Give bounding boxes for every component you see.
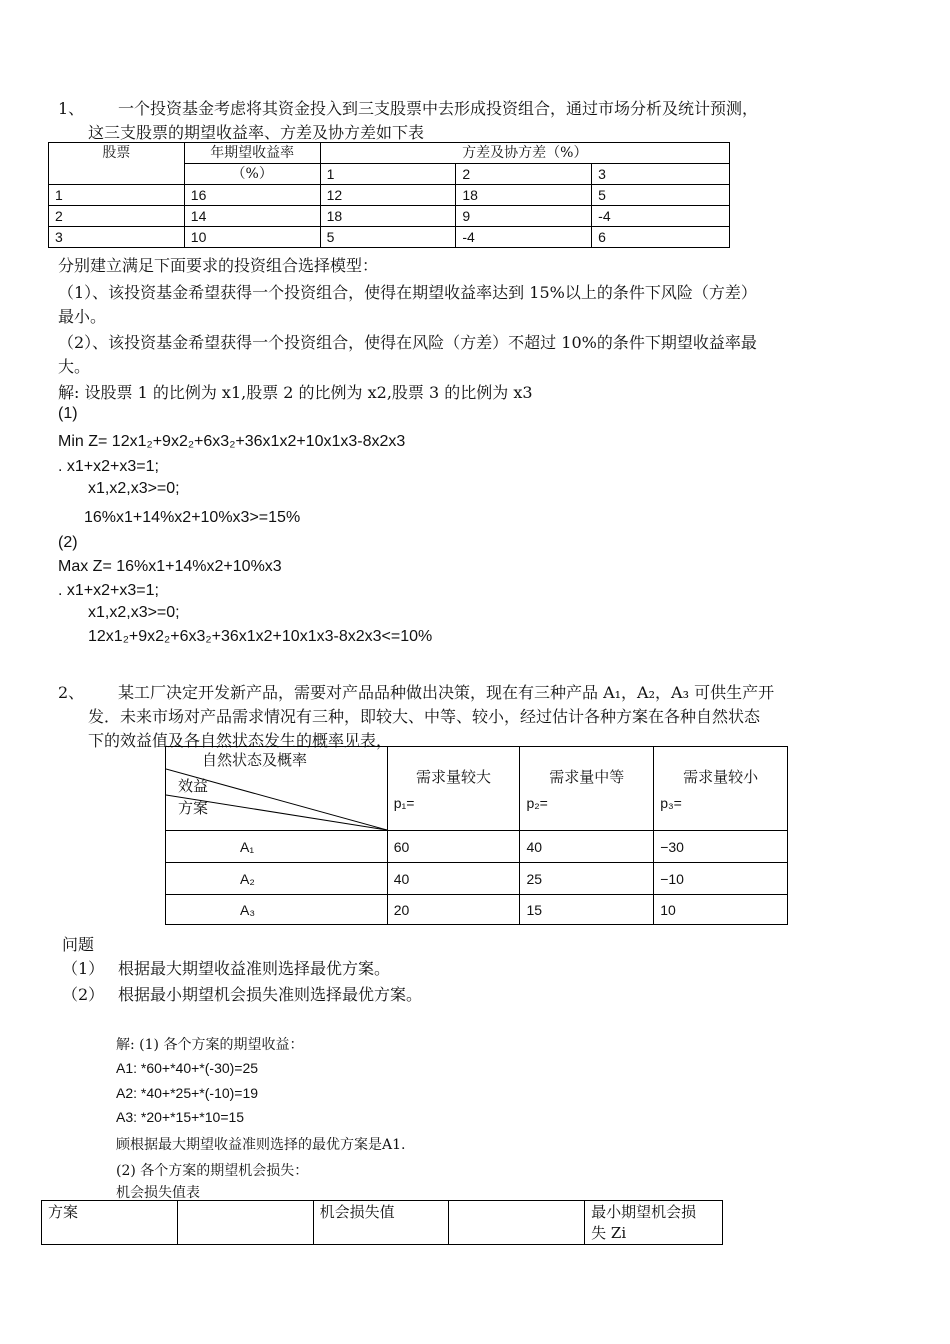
column-header xyxy=(387,747,520,831)
min-loss-header-line1: 最小期望机会损 xyxy=(591,1203,697,1221)
table-row xyxy=(166,863,788,895)
q1-number: 1、 xyxy=(58,99,85,118)
q1-requirement-1b: 最小。 xyxy=(58,307,107,326)
plan-label: A₁ xyxy=(166,831,388,863)
question-2-text: 根据最小期望机会损失准则选择最优方案。 xyxy=(118,985,423,1004)
table-cell: 1 xyxy=(49,185,185,206)
question-2-number: （2） xyxy=(62,985,105,1004)
questions-title: 问题 xyxy=(62,935,95,954)
q1-intro: 分别建立满足下面要求的投资组合选择模型： xyxy=(58,256,379,275)
part1-constraint-2: x1,x2,x3>=0; xyxy=(88,480,180,497)
solution-line-2: A1: *60+*40+*(-30)=25 xyxy=(116,1060,259,1076)
empty-cell xyxy=(177,1201,313,1245)
table-cell: -4 xyxy=(456,227,592,248)
column-title: 需求量较小 xyxy=(683,768,759,786)
variance-sub-3: 3 xyxy=(592,164,730,185)
table-row xyxy=(49,185,730,206)
q1-requirement-2a: （2）、该投资基金希望获得一个投资组合，使得在风险（方差）不超过 10%的条件下期望收益率最 xyxy=(58,333,757,352)
stock-header: 股票 xyxy=(49,143,185,185)
min-loss-header xyxy=(585,1201,723,1245)
table-cell: 6 xyxy=(592,227,730,248)
return-header-line1: 年期望收益率 xyxy=(184,143,320,164)
q2-line1: 某工厂决定开发新产品，需要对产品品种做出决策，现在有三种产品 A₁，A₂，A₃ 可供生产开 xyxy=(118,683,775,702)
table-row xyxy=(166,895,788,925)
table-cell: 18 xyxy=(456,185,592,206)
opportunity-loss-table xyxy=(41,1200,723,1245)
diagonal-header-cell xyxy=(166,747,388,831)
part1-label: (1) xyxy=(58,405,78,422)
part2-constraint-1: . x1+x2+x3=1; xyxy=(58,582,159,599)
payoff-table xyxy=(165,746,788,925)
plan-label: A₃ xyxy=(166,895,388,925)
part2-label: (2) xyxy=(58,534,78,551)
solution-line-3: A2: *40+*25+*(-10)=19 xyxy=(116,1085,259,1101)
table-cell: 5 xyxy=(592,185,730,206)
loss-value-header: 机会损失值 xyxy=(313,1201,449,1245)
q1-line1: 一个投资基金考虑将其资金投入到三支股票中去形成投资组合，通过市场分析及统计预测， xyxy=(118,99,759,118)
variance-sub-2: 2 xyxy=(456,164,592,185)
table-cell: 3 xyxy=(49,227,185,248)
probability-label: p₂= xyxy=(526,795,548,811)
empty-cell xyxy=(449,1201,585,1245)
table-row xyxy=(166,831,788,863)
table-cell: 40 xyxy=(387,863,520,895)
table-cell: 2 xyxy=(49,206,185,227)
table-cell: 16 xyxy=(184,185,320,206)
column-header xyxy=(654,747,788,831)
probability-label: p₁= xyxy=(393,795,415,811)
table-cell: 14 xyxy=(184,206,320,227)
min-loss-header-line2: 失 Zi xyxy=(591,1224,627,1242)
column-title: 需求量中等 xyxy=(549,768,625,786)
plan-header: 方案 xyxy=(42,1201,178,1245)
table-cell: 5 xyxy=(320,227,456,248)
part1-constraint-3: 16%x1+14%x2+10%x3>=15% xyxy=(84,509,301,526)
table-row xyxy=(49,227,730,248)
q2-line2: 发．未来市场对产品需求情况有三种，即较大、中等、较小，经过估计各种方案在各种自然状态 xyxy=(88,707,761,726)
solution-line-6: (2) 各个方案的期望机会损失： xyxy=(116,1163,309,1179)
column-title: 需求量较大 xyxy=(416,768,492,786)
table-cell: 25 xyxy=(520,863,654,895)
return-header-line2: （%） xyxy=(184,164,320,185)
part1-objective: Min Z= 12x1₂+9x2₂+6x3₂+36x1x2+10x1x3-8x2x3 xyxy=(58,433,406,450)
solution-line-4: A3: *20+*15+*10=15 xyxy=(116,1109,245,1125)
q1-line2: 这三支股票的期望收益率、方差及协方差如下表 xyxy=(88,123,425,142)
diagonal-bottom-label: 方案 xyxy=(178,799,209,817)
part2-constraint-3: 12x1₂+9x2₂+6x3₂+36x1x2+10x1x3-8x2x3<=10% xyxy=(88,628,433,645)
solution-line-5: 顾根据最大期望收益准则选择的最优方案是A1. xyxy=(116,1137,406,1153)
column-header xyxy=(520,747,654,831)
stock-table xyxy=(48,142,730,248)
table-row xyxy=(49,206,730,227)
table-caption: 机会损失值表 xyxy=(116,1185,200,1201)
q2-line3: 下的效益值及各自然状态发生的概率见表， xyxy=(88,731,393,750)
question-1-text: 根据最大期望收益准则选择最优方案。 xyxy=(118,959,391,978)
variance-sub-1: 1 xyxy=(320,164,456,185)
q2-number: 2、 xyxy=(58,683,85,702)
q1-solution: 解: 设股票 1 的比例为 x1,股票 2 的比例为 x2,股票 3 的比例为 x3 xyxy=(58,383,533,402)
variance-header: 方差及协方差（%） xyxy=(320,143,729,164)
table-cell: 60 xyxy=(387,831,520,863)
plan-label: A₂ xyxy=(166,863,388,895)
table-cell: −30 xyxy=(654,831,788,863)
part2-constraint-2: x1,x2,x3>=0; xyxy=(88,604,180,621)
table-cell: 20 xyxy=(387,895,520,925)
solution-line-1: 解: (1) 各个方案的期望收益： xyxy=(116,1037,304,1053)
diagonal-top-label: 自然状态及概率 xyxy=(202,751,308,769)
diagonal-mid-label: 效益 xyxy=(178,777,209,795)
table-cell: 9 xyxy=(456,206,592,227)
table-cell: 10 xyxy=(184,227,320,248)
table-cell: 10 xyxy=(654,895,788,925)
question-1-number: （1） xyxy=(62,959,105,978)
table-cell: 12 xyxy=(320,185,456,206)
table-cell: −10 xyxy=(654,863,788,895)
q1-requirement-2b: 大。 xyxy=(58,357,91,376)
part2-objective: Max Z= 16%x1+14%x2+10%x3 xyxy=(58,558,282,575)
part1-constraint-1: . x1+x2+x3=1; xyxy=(58,458,159,475)
table-cell: 15 xyxy=(520,895,654,925)
probability-label: p₃= xyxy=(660,795,682,811)
table-cell: -4 xyxy=(592,206,730,227)
table-cell: 18 xyxy=(320,206,456,227)
q1-requirement-1a: （1）、该投资基金希望获得一个投资组合，使得在期望收益率达到 15%以上的条件下风险（方差） xyxy=(58,283,757,302)
table-cell: 40 xyxy=(520,831,654,863)
